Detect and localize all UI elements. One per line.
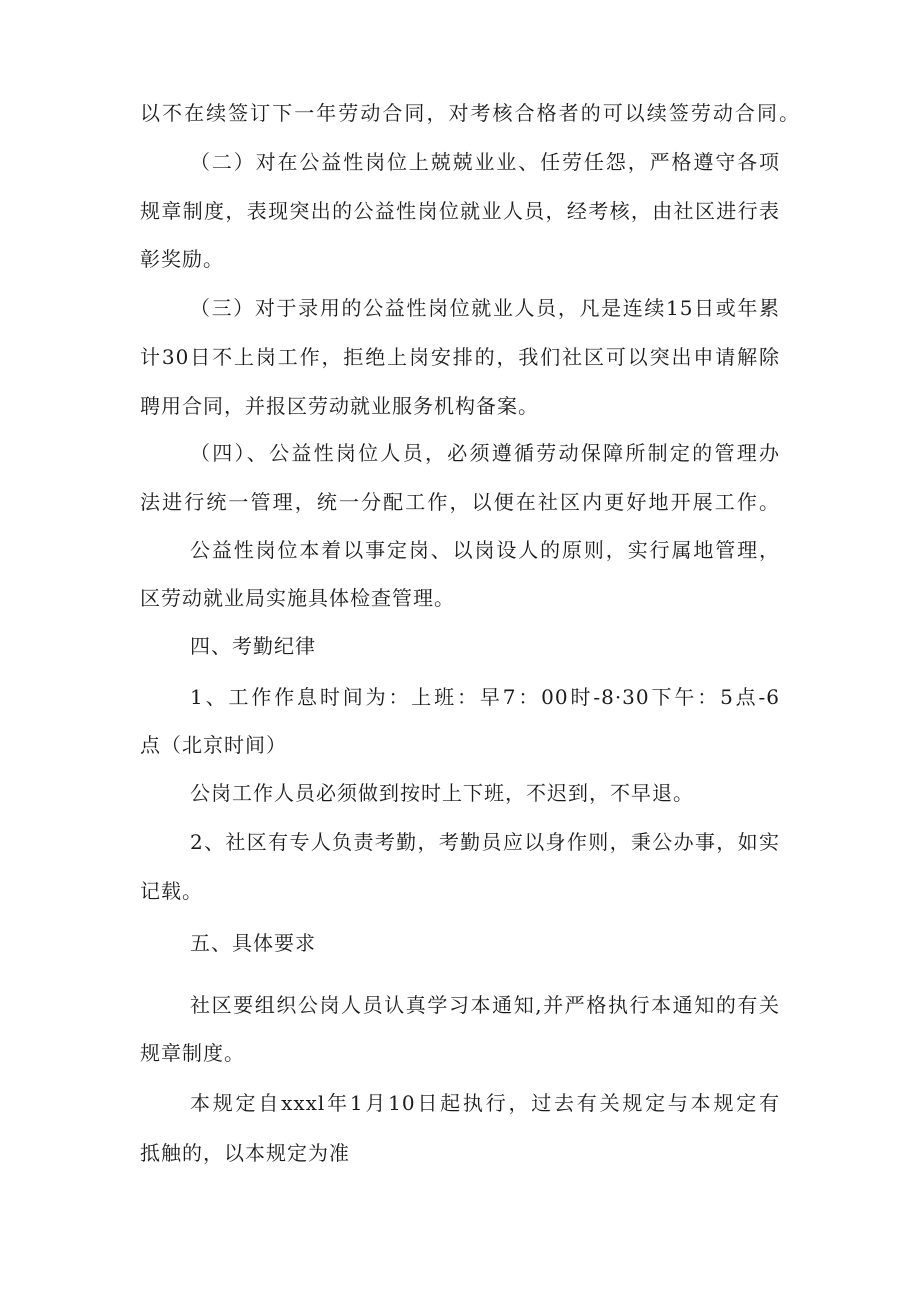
paragraph-line: 2、社区有专人负责考勤，考勤员应以身作则，秉公办事，如实	[190, 830, 780, 854]
paragraph-line: 以不在续签订下一年劳动合同，对考核合格者的可以续签劳动合同。	[140, 101, 800, 125]
section-heading: 五、具体要求	[190, 931, 316, 955]
paragraph-line: 记载。	[140, 879, 203, 903]
paragraph-line: 法进行统一管理，统一分配工作，以便在社区内更好地开展工作。	[140, 490, 780, 514]
paragraph-line: 聘用合同，并报区劳动就业服务机构备案。	[140, 394, 539, 418]
section-heading: 四、考勤纪律	[190, 634, 316, 658]
paragraph-line: 规章制度，表现突出的公益性岗位就业人员，经考核，由社区进行表	[140, 199, 780, 223]
paragraph-line: 计30日不上岗工作，拒绝上岗安排的，我们社区可以突出申请解除	[140, 345, 780, 369]
paragraph-line: 彰奖励。	[140, 247, 224, 271]
paragraph-line: 公益性岗位本着以事定岗、以岗设人的原则，实行属地管理，	[190, 538, 780, 562]
paragraph-line: 抵触的，以本规定为准	[140, 1141, 350, 1165]
paragraph-line: （四）、公益性岗位人员，必须遵循劳动保障所制定的管理办	[190, 441, 780, 465]
paragraph-line: （二）对在公益性岗位上兢兢业业、任劳任怨，严格遵守各项	[190, 150, 780, 174]
paragraph-line: （三）对于录用的公益性岗位就业人员，凡是连续15日或年累	[190, 296, 780, 320]
paragraph-line: 区劳动就业局实施具体检查管理。	[140, 586, 455, 610]
paragraph-line: 本规定自xxxl年1月10日起执行，过去有关规定与本规定有	[190, 1091, 780, 1115]
paragraph-line: 社区要组织公岗人员认真学习本通知,并严格执行本通知的有关	[190, 993, 780, 1017]
paragraph-line: 规章制度。	[140, 1041, 245, 1065]
paragraph-line: 1、工作作息时间为：上班：早7：00时-8·30下午：5点-6	[190, 685, 780, 709]
paragraph-line: 点（北京时间）	[140, 733, 287, 757]
paragraph-line: 公岗工作人员必须做到按时上下班，不迟到，不早退。	[190, 781, 694, 805]
